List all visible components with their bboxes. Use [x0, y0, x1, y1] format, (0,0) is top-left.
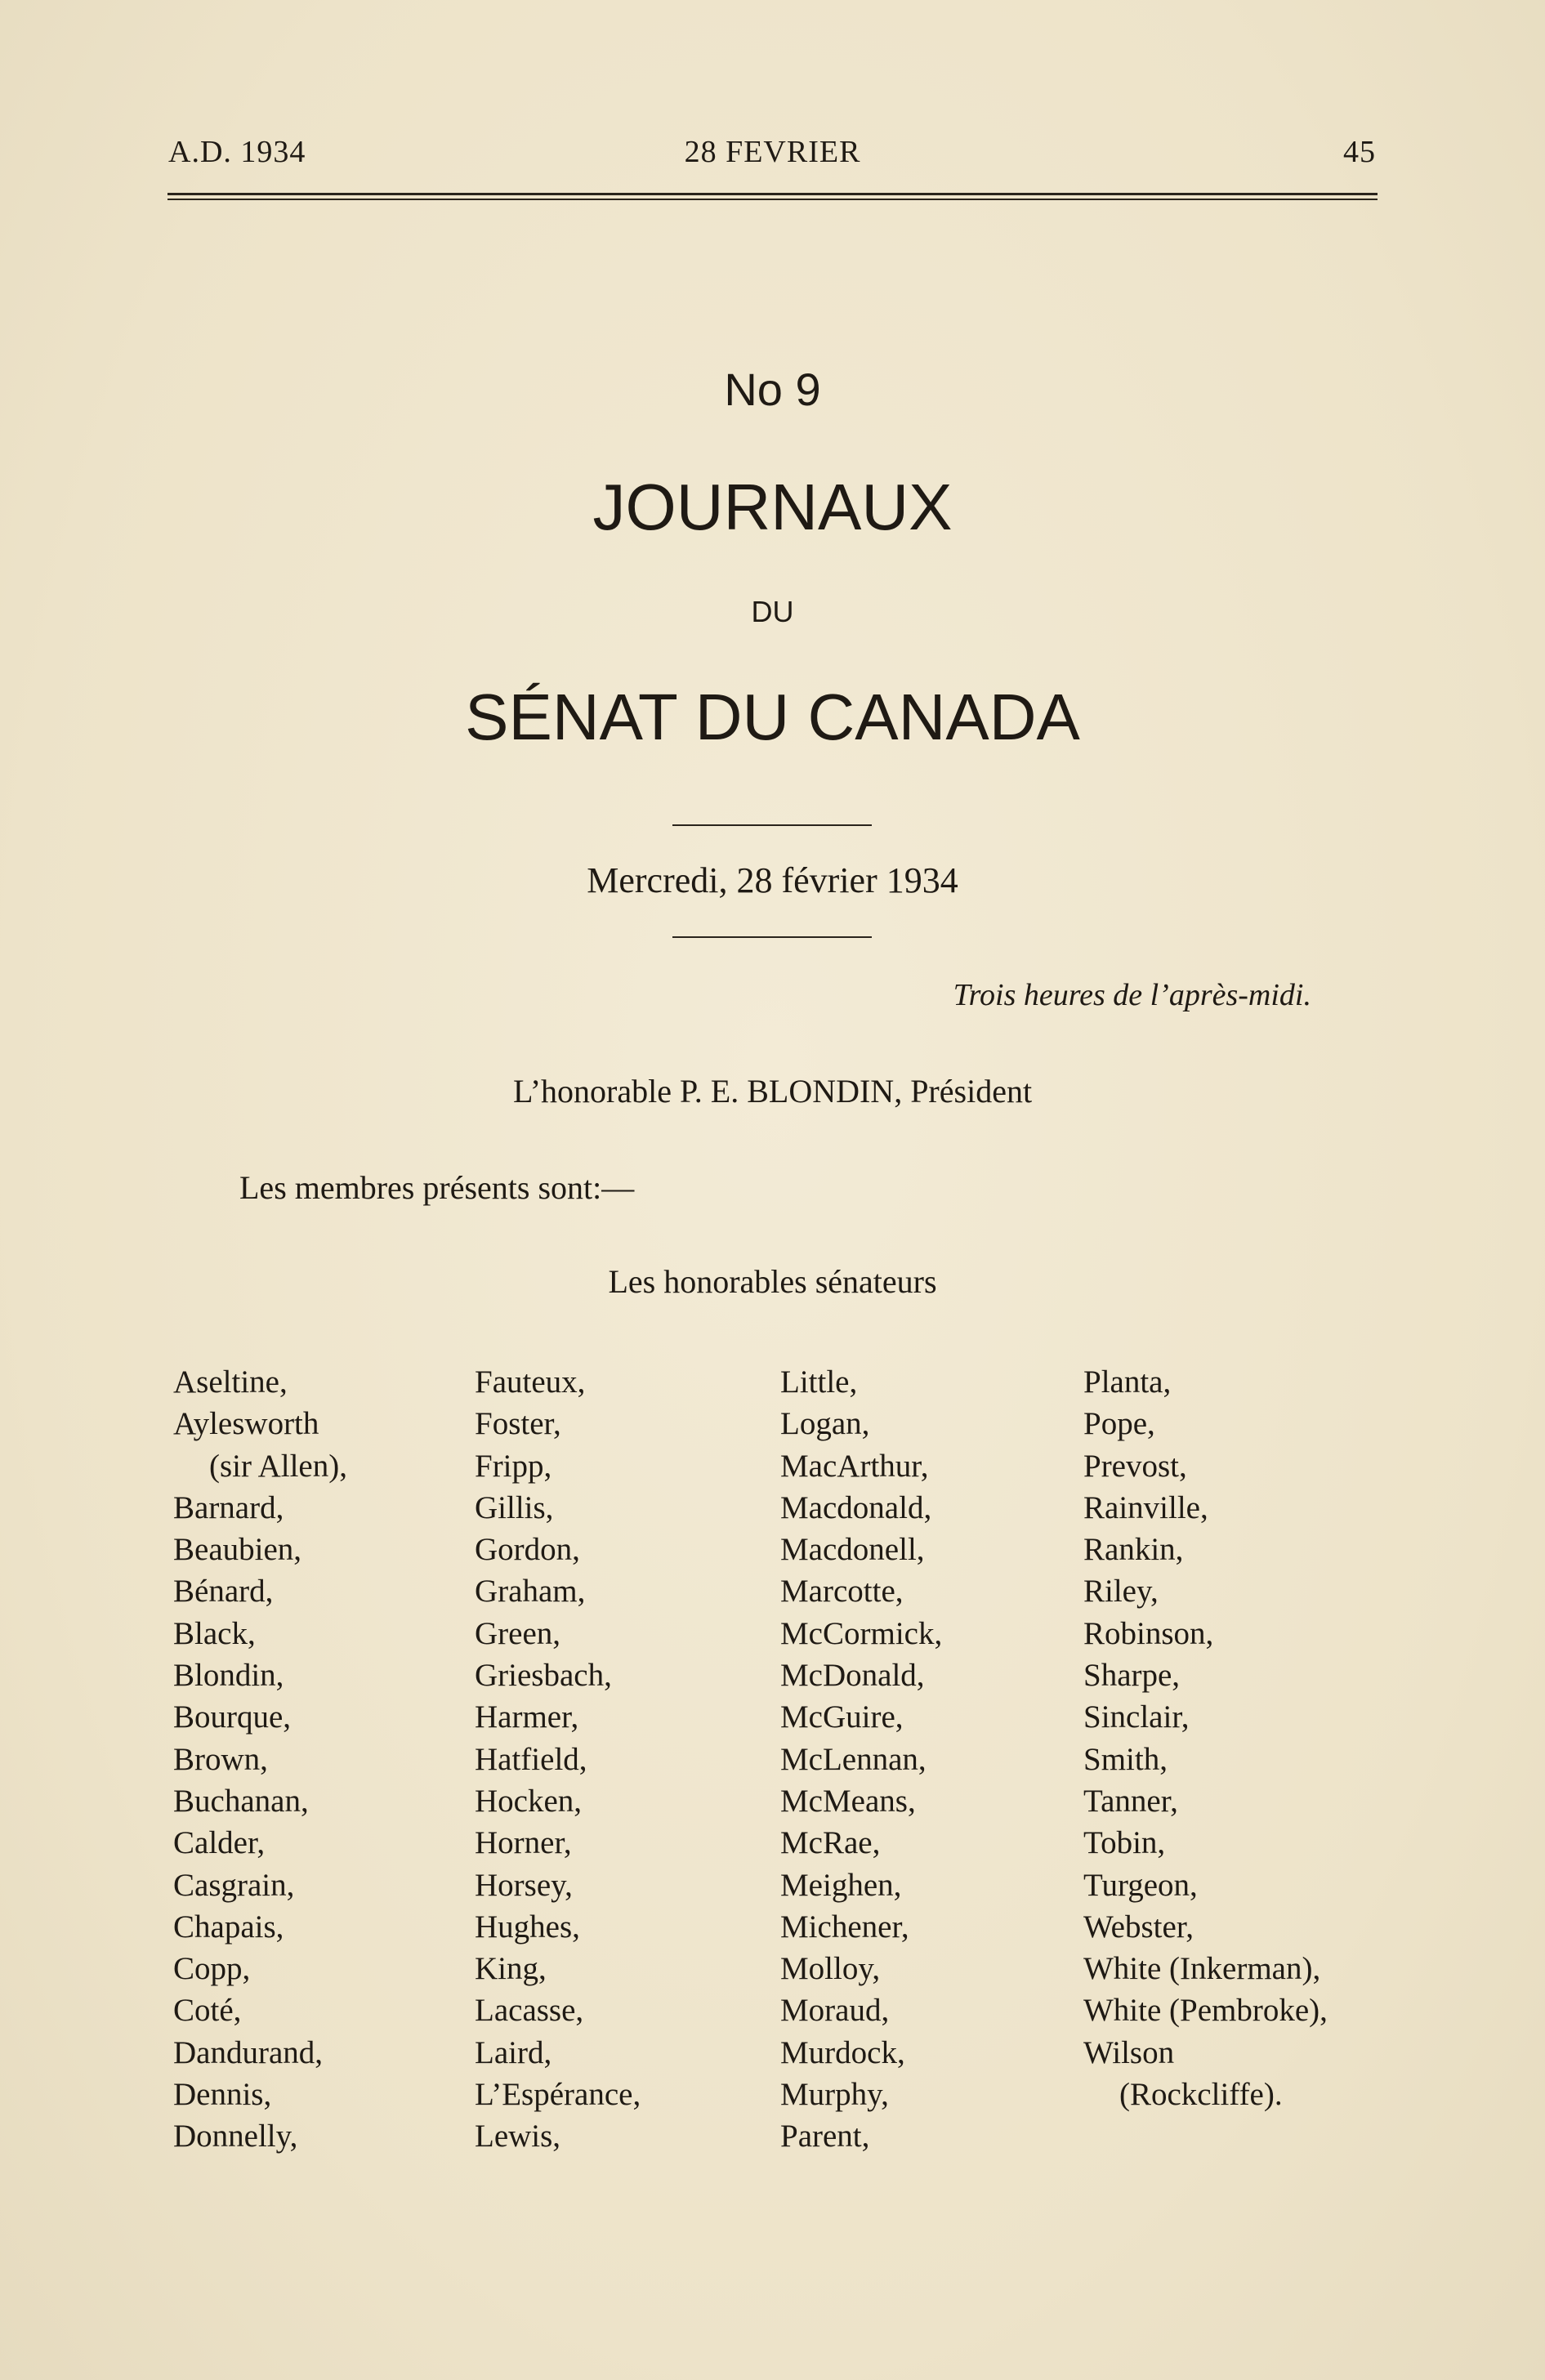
senator-name: Little, — [780, 1364, 858, 1400]
senator-name: Macdonald, — [780, 1489, 932, 1525]
senator-name: Riley, — [1083, 1574, 1159, 1610]
senator-name: Barnard, — [173, 1489, 284, 1525]
title-connector: DU — [751, 595, 794, 628]
senator-name: Bourque, — [173, 1699, 292, 1735]
senator-name: Bénard, — [173, 1574, 274, 1610]
senator-name: Brown, — [173, 1741, 268, 1777]
senator-name: Wilson — [1083, 2034, 1175, 2070]
header-rule — [167, 193, 1378, 195]
senator-name: Horsey, — [475, 1867, 573, 1903]
senators-column-4 — [1083, 1361, 1328, 2115]
senator-name: Gordon, — [475, 1532, 580, 1568]
senator-name: Murphy, — [780, 2077, 889, 2113]
senator-name: Sinclair, — [1083, 1699, 1190, 1735]
senator-name: Harmer, — [475, 1699, 579, 1735]
page-subtitle: SÉNAT DU CANADA — [465, 681, 1080, 753]
senator-name: McRae, — [780, 1825, 881, 1861]
senator-name: Pope, — [1083, 1406, 1155, 1442]
senator-name: Copp, — [173, 1951, 251, 1987]
senator-name: Parent, — [780, 2119, 870, 2155]
senator-name: (sir Allen), — [209, 1448, 347, 1484]
senator-name: Dennis, — [173, 2077, 272, 2113]
senators-column-3 — [780, 1361, 942, 2158]
sitting-date: Mercredi, 28 février 1934 — [587, 860, 958, 900]
date-rule-bottom — [672, 936, 872, 938]
senator-name: Fripp, — [475, 1448, 552, 1484]
senator-name: (Rockcliffe). — [1119, 2077, 1283, 2113]
senator-name: Molloy, — [780, 1951, 881, 1987]
senator-name: Fauteux, — [475, 1364, 586, 1400]
senator-name: Laird, — [475, 2034, 552, 2070]
senator-name: Rankin, — [1083, 1532, 1184, 1568]
header-year: A.D. 1934 — [168, 135, 306, 169]
senator-name: MacArthur, — [780, 1448, 929, 1484]
senator-name: Calder, — [173, 1825, 266, 1861]
senator-name: Casgrain, — [173, 1867, 295, 1903]
senator-name: Tobin, — [1083, 1825, 1166, 1861]
speaker-line: L’honorable P. E. BLONDIN, Président — [512, 1073, 1033, 1110]
senator-name: Donnelly, — [173, 2119, 298, 2155]
members-intro: Les membres présents sont:— — [239, 1169, 635, 1206]
senators-column-1 — [173, 1361, 347, 2158]
page-title: JOURNAUX — [592, 471, 953, 543]
senator-name: Foster, — [475, 1406, 561, 1442]
header-date: 28 FEVRIER — [684, 135, 861, 169]
senator-name: McMeans, — [780, 1783, 916, 1819]
senator-name: Moraud, — [780, 1993, 890, 2029]
senator-name: White (Inkerman), — [1083, 1951, 1321, 1987]
senator-name: Smith, — [1083, 1741, 1168, 1777]
senator-name: Murdock, — [780, 2034, 905, 2070]
senator-name: L’Espérance, — [475, 2077, 641, 2113]
senator-name: Gillis, — [475, 1489, 554, 1525]
senator-name: Sharpe, — [1083, 1658, 1181, 1694]
senator-name: Hughes, — [475, 1909, 580, 1945]
senator-name: Chapais, — [173, 1909, 284, 1945]
senator-name: Robinson, — [1083, 1615, 1214, 1651]
senator-name: Lacasse, — [475, 1993, 584, 2029]
senator-name: Buchanan, — [173, 1783, 309, 1819]
senator-name: McDonald, — [780, 1658, 925, 1694]
senator-name: McLennan, — [780, 1741, 927, 1777]
senator-name: Horner, — [475, 1825, 572, 1861]
senator-name: Logan, — [780, 1406, 870, 1442]
senator-name: Hocken, — [475, 1783, 583, 1819]
senator-name: Beaubien, — [173, 1532, 302, 1568]
senator-name: Green, — [475, 1615, 561, 1651]
senator-name: Turgeon, — [1083, 1867, 1198, 1903]
senators-heading: Les honorables sénateurs — [608, 1263, 937, 1300]
senators-column-2 — [475, 1361, 641, 2158]
header-rule-lower — [167, 199, 1378, 200]
senator-name: White (Pembroke), — [1083, 1993, 1328, 2029]
senator-name: Prevost, — [1083, 1448, 1187, 1484]
senator-name: Hatfield, — [475, 1741, 587, 1777]
senator-name: Michener, — [780, 1909, 909, 1945]
senator-name: Coté, — [173, 1993, 242, 2029]
sitting-time: Trois heures de l’après-midi. — [953, 978, 1311, 1012]
senator-name: Aylesworth — [173, 1406, 319, 1442]
date-rule-top — [672, 824, 872, 826]
senator-name: Black, — [173, 1615, 256, 1651]
senator-name: King, — [475, 1951, 547, 1987]
issue-number: No 9 — [724, 364, 821, 415]
senator-name: Webster, — [1083, 1909, 1194, 1945]
senator-name: McCormick, — [780, 1615, 943, 1651]
senator-name: Blondin, — [173, 1658, 284, 1694]
senator-name: Dandurand, — [173, 2034, 324, 2070]
senator-name: Griesbach, — [475, 1658, 612, 1694]
senator-name: Rainville, — [1083, 1489, 1208, 1525]
page-number: 45 — [1343, 135, 1376, 169]
senator-name: Tanner, — [1083, 1783, 1178, 1819]
senator-name: Planta, — [1083, 1364, 1172, 1400]
senator-name: Macdonell, — [780, 1532, 925, 1568]
senator-name: Meighen, — [780, 1867, 902, 1903]
senator-name: Aseltine, — [173, 1364, 288, 1400]
senator-name: Lewis, — [475, 2119, 561, 2155]
senator-name: Graham, — [475, 1574, 586, 1610]
senator-name: Marcotte, — [780, 1574, 904, 1610]
senator-name: McGuire, — [780, 1699, 904, 1735]
